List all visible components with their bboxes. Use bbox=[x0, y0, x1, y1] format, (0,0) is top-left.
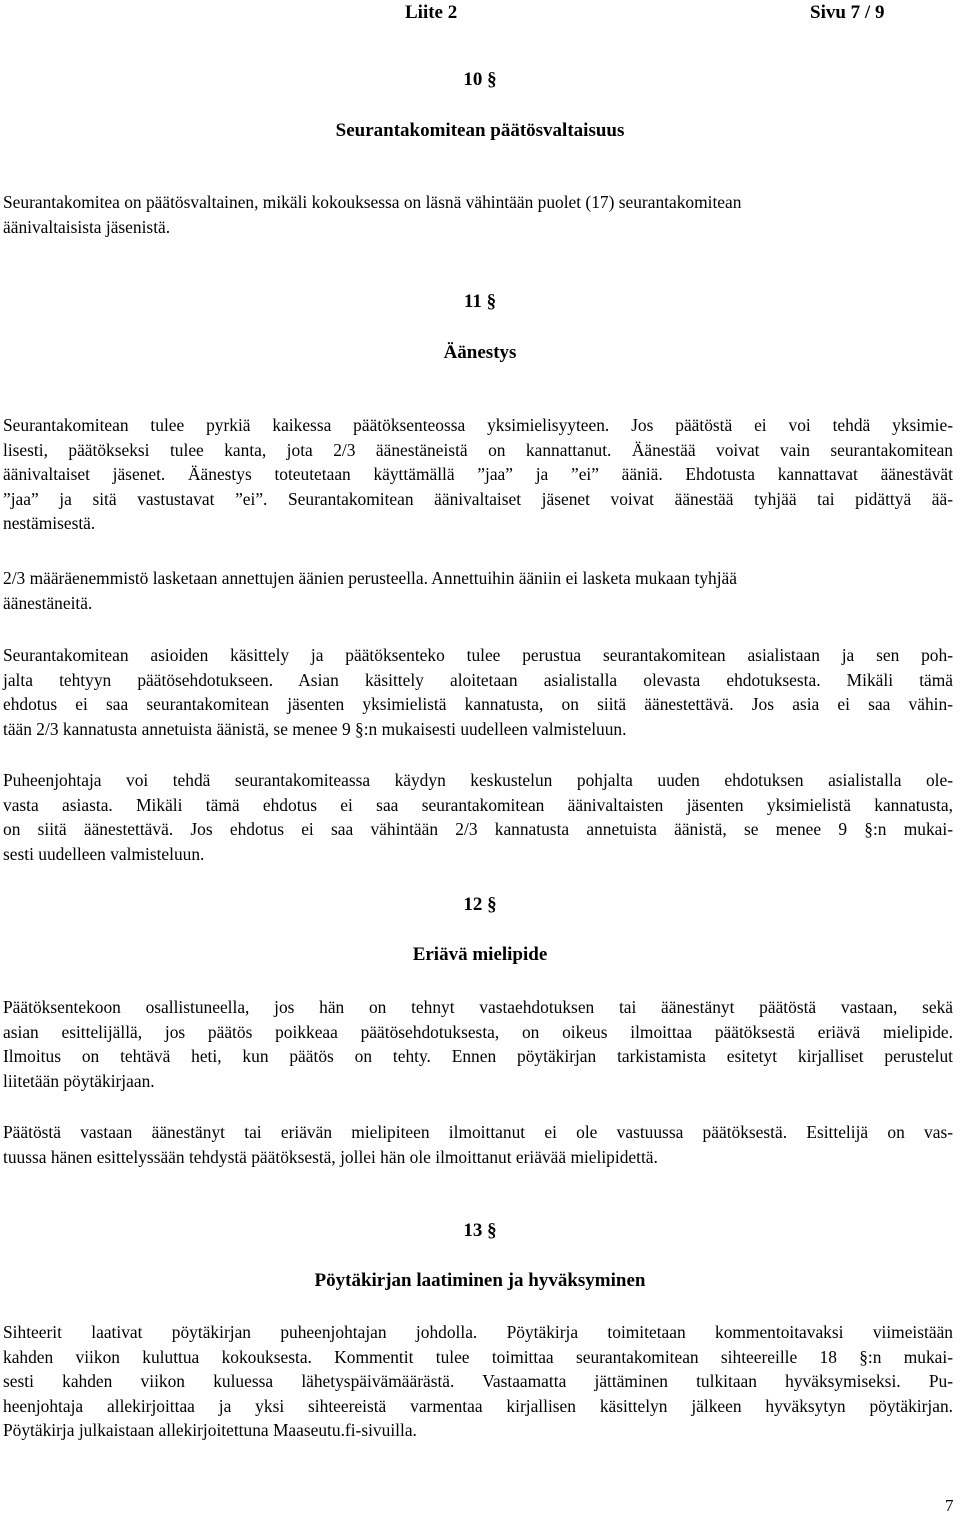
paragraph bbox=[3, 1320, 953, 1443]
section-title-12: Eriävä mielipide bbox=[412, 944, 548, 965]
text-line: liitetään pöytäkirjaan. bbox=[3, 1070, 155, 1091]
text-line: vasta asiasta. Mikäli tämä ehdotus ei saa seurantakomitean äänivaltaisten jäsenten yksimielistä kannatusta, bbox=[3, 794, 953, 815]
text-line: heenjohtaja allekirjoittaa ja yksi sihteereistä varmentaa kirjallisen käsittelyn jälkeen hyväksytyn pöytäkirjan. bbox=[3, 1395, 953, 1416]
section-number-10: 10 § bbox=[463, 69, 497, 90]
text-line: nestämisestä. bbox=[3, 513, 96, 533]
text-line: Seurantakomitean tulee pyrkiä kaikessa päätöksenteossa yksimielisyyteen. Jos päätöstä ei voi tehdä yksimie- bbox=[3, 415, 953, 435]
text-line: ehdotus ei saa seurantakomitean jäsenten yksimielistä kannatusta, on siitä äänestettävä. Jos asia ei saa vähin- bbox=[3, 694, 953, 714]
section-title-11: Äänestys bbox=[443, 342, 517, 363]
paragraph bbox=[3, 768, 953, 866]
text-line: ”jaa” ja sitä vastustavat ”ei”. Seurantakomitean äänivaltaiset jäsenet voivat äänestää tyhjää tai pidättyä ää- bbox=[3, 488, 953, 509]
paragraph bbox=[3, 566, 953, 615]
text-line: lisesti, päätökseksi tulee kanta, jota 2/3 äänestäneistä on kannattanut. Äänestää voivat vain seurantakomitean bbox=[3, 439, 953, 460]
text-line: äänestäneitä. bbox=[3, 592, 93, 613]
section-number-11: 11 § bbox=[463, 291, 497, 312]
section-title-10: Seurantakomitean päätösvaltaisuus bbox=[335, 120, 625, 141]
text-line: sesti uudelleen valmisteluun. bbox=[3, 843, 205, 864]
section-number-13: 13 § bbox=[463, 1220, 497, 1241]
text-line: Seurantakomitea on päätösvaltainen, mikäli kokouksessa on läsnä vähintään puolet (17) seurantakomitean bbox=[3, 192, 742, 212]
text-line: jalta tehtyyn päätösehdotukseen. Asian käsittely aloitetaan asialistalla olevasta ehdotuksesta. Mikäli tämä bbox=[3, 669, 953, 690]
paragraph bbox=[3, 643, 953, 741]
section-title-13: Pöytäkirjan laatiminen ja hyväksyminen bbox=[314, 1270, 646, 1291]
paragraph bbox=[3, 1120, 953, 1169]
text-line: Pöytäkirja julkaistaan allekirjoitettuna Maaseutu.fi-sivuilla. bbox=[3, 1420, 417, 1440]
text-line: tään 2/3 kannatusta annetuista äänistä, se menee 9 §:n mukaisesti uudelleen valmisteluun. bbox=[3, 718, 627, 739]
text-line: äänivaltaiset jäsenet. Äänestys toteutetaan käyttämällä ”jaa” ja ”ei” ääniä. Ehdotusta kannattavat äänestävät bbox=[3, 464, 953, 484]
text-line: Sihteerit laativat pöytäkirjan puheenjohtajan johdolla. Pöytäkirja toimitetaan kommentoitavaksi viimeistään bbox=[3, 1322, 953, 1342]
text-line: sesti kahden viikon kuluessa lähetyspäivämäärästä. Vastaamatta jättäminen tulkitaan hyväksymiseksi. Pu- bbox=[3, 1371, 953, 1391]
text-line: äänivaltaisista jäsenistä. bbox=[3, 216, 171, 237]
page-header bbox=[0, 0, 960, 30]
paragraph bbox=[3, 190, 953, 239]
text-line: Seurantakomitean asioiden käsittely ja päätöksenteko tulee perustua seurantakomitean asialistaan ja sen poh- bbox=[3, 645, 953, 665]
text-line: 2/3 määräenemmistö lasketaan annettujen äänien perusteella. Annettuihin ääniin ei lasketa mukaan tyhjää bbox=[3, 568, 737, 588]
text-line: Päätöksentekoon osallistuneella, jos hän on tehnyt vastaehdotuksen tai äänestänyt päätöstä vastaan, sekä bbox=[3, 997, 953, 1017]
page-number: 7 bbox=[945, 1496, 954, 1515]
text-line: Ilmoitus on tehtävä heti, kun päätös on tehty. Ennen pöytäkirjan tarkistamista esitetyt kirjalliset perustelut bbox=[3, 1046, 953, 1066]
text-line: asian esittelijällä, jos päätös poikkeaa päätösehdotuksesta, on oikeus ilmoittaa päätöksestä eriävä mielipide. bbox=[3, 1021, 953, 1042]
text-line: Päätöstä vastaan äänestänyt tai eriävän mielipiteen ilmoittanut ei ole vastuussa päätöksestä. Esittelijä on vas- bbox=[3, 1122, 953, 1142]
text-line: tuussa hänen esittelyssään tehdystä päätöksestä, jollei hän ole ilmoittanut eriävää mielipidettä. bbox=[3, 1146, 658, 1167]
text-line: Puheenjohtaja voi tehdä seurantakomiteassa käydyn keskustelun pohjalta uuden ehdotuksen asialistalla ole- bbox=[3, 770, 953, 790]
text-line: on siitä äänestettävä. Jos ehdotus ei saa vähintään 2/3 kannatusta annetuista äänistä, se menee 9 §:n mukai- bbox=[3, 819, 953, 839]
paragraph bbox=[3, 413, 953, 536]
paragraph bbox=[3, 995, 953, 1093]
appendix-label: Liite 2 bbox=[405, 2, 458, 23]
page-indicator: Sivu 7 / 9 bbox=[810, 2, 885, 23]
section-number-12: 12 § bbox=[463, 894, 497, 915]
text-line: kahden viikon kuluttua kokouksesta. Kommentit tulee toimittaa seurantakomitean sihteereille 18 §:n mukai- bbox=[3, 1346, 953, 1367]
